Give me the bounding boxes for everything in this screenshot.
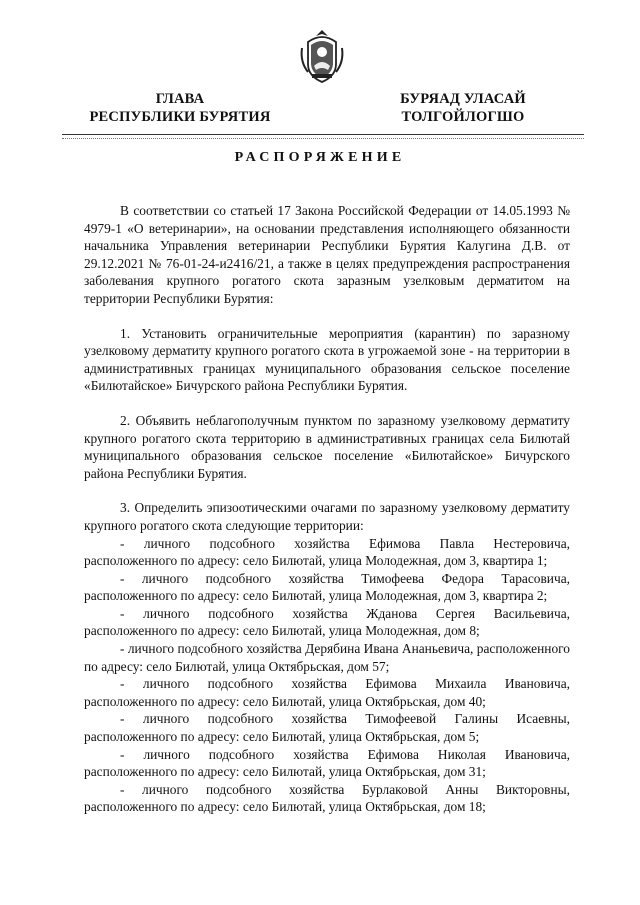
list-item: - личного подсобного хозяйства Бурлаковой Анны Викторовны, расположенного по адресу: село Билютай, улица Октябрьская, дом 18;	[84, 781, 570, 815]
header-left	[80, 90, 280, 126]
list-item: - личного подсобного хозяйства Тимофеева Федора Тарасовича, расположенного по адресу: село Билютай, улица Молодежная, дом 3, квартира 2;	[84, 570, 570, 604]
document-title: РАСПОРЯЖЕНИЕ	[234, 150, 406, 165]
header-right	[368, 90, 558, 126]
list-item: - личного подсобного хозяйства Ефимова Михаила Ивановича, расположенного по адресу: село Билютай, улица Октябрьская, дом 40;	[84, 676, 570, 709]
document-body	[84, 202, 570, 816]
header-left-line2: РЕСПУБЛИКИ БУРЯТИЯ	[89, 109, 271, 125]
list-item: - личного подсобного хозяйства Дерябина Ивана Ананьевича, расположенного по адресу: село Билютай, улица Октябрьская, дом 57;	[84, 641, 570, 674]
paragraph-2: 2. Объявить неблагополучным пунктом по заразному узелковому дерматиту крупного рогатого скота территорию в административных границах села Билютай муниципального образования сельское поселение «Билютайское» Бичурского района Республики Бурятия.	[84, 412, 570, 481]
list-item: - личного подсобного хозяйства Жданова Сергея Васильевича, расположенного по адресу: село Билютай, улица Молодежная, дом 8;	[84, 605, 570, 639]
emblem-icon	[298, 28, 346, 84]
list-item: - личного подсобного хозяйства Ефимова Николая Ивановича, расположенного по адресу: село Билютай, улица Октябрьская, дом 31;	[84, 746, 570, 780]
list-item: - личного подсобного хозяйства Ефимова Павла Нестеровича, расположенного по адресу: село Билютай, улица Молодежная, дом 3, квартира 1;	[84, 535, 570, 569]
header-divider-dotted	[62, 138, 584, 139]
header-divider	[62, 134, 584, 135]
paragraph-1: 1. Установить ограничительные мероприятия (карантин) по заразному узелковому дерматиту крупного рогатого скота в угрожаемой зоне - на территории в административных границах муниципального образования сельское поселение «Билютайское» Бичурского района Республики Бурятия.	[84, 325, 570, 394]
header-right-line2: ТОЛГОЙЛОГШО	[401, 109, 525, 125]
paragraph-3: 3. Определить эпизоотическими очагами по заразному узелковому дерматиту крупного рогатого скота следующие территории:	[84, 500, 570, 533]
intro-paragraph: В соответствии со статьей 17 Закона Российской Федерации от 14.05.1993 № 4979-1 «О ветеринарии», на основании представления исполняющего обязанности начальника Управления ветеринарии Республики Бурятия Калугина Д.В. от 29.12.2021 № 76-01-24-и2416/21, а также в целях предупреждения распространения заболевания крупного рогатого скота заразным узелковым дерматитом на территории Республики Бурятия:	[84, 203, 570, 306]
header-left-line1: ГЛАВА	[155, 91, 205, 107]
header-right-line1: БУРЯАД УЛАСАЙ	[400, 91, 526, 107]
coat-of-arms-emblem	[298, 28, 346, 84]
list-item: - личного подсобного хозяйства Тимофеевой Галины Исаевны, расположенного по адресу: село Билютай, улица Октябрьская, дом 5;	[84, 711, 570, 745]
